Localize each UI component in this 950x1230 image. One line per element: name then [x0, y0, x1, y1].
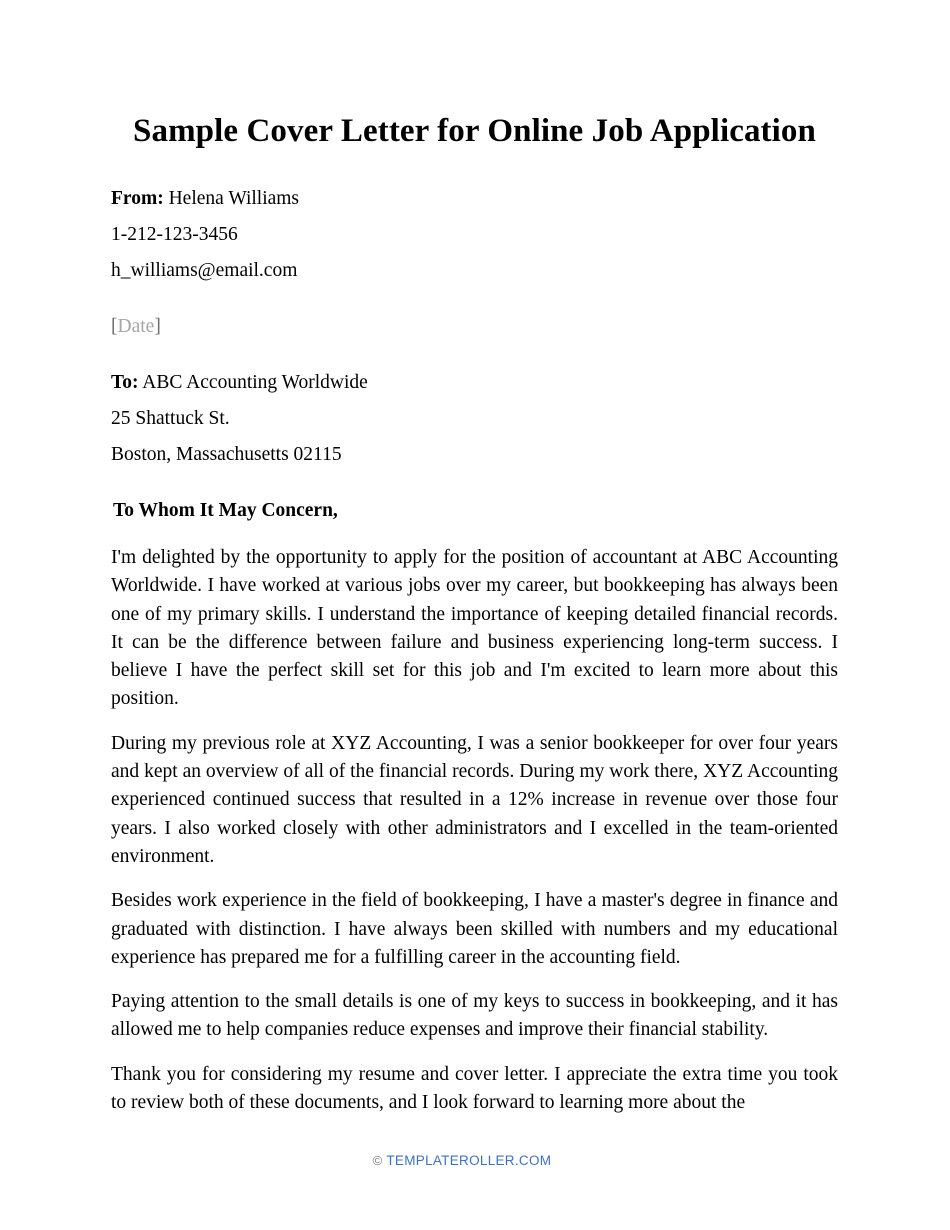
sender-phone: 1-212-123-3456 [111, 223, 238, 245]
page-title: Sample Cover Letter for Online Job Application [133, 113, 816, 149]
sender-block [111, 181, 838, 289]
body-paragraph-3: Besides work experience in the field of bookkeeping, I have a master's degree in finance and graduated with distinction. I have always been skilled with numbers and my educational experience has prepared me for a fulfilling career in the accounting field. [111, 890, 838, 968]
from-label: From: [111, 187, 164, 209]
recipient-city-state-zip: Boston, Massachusetts 02115 [111, 443, 342, 465]
salutation: To Whom It May Concern, [113, 499, 338, 521]
body-paragraph-5: Thank you for considering my resume and cover letter. I appreciate the extra time you took to review both of these documents, and I look forward to learning more about the [111, 1063, 838, 1113]
date-placeholder-field[interactable] [111, 309, 838, 345]
body-paragraph-1: I'm delighted by the opportunity to apply for the position of accountant at ABC Accounting Worldwide. I have worked at various jobs over my career, but bookkeeping has always been one of my primary skills. I understand the importance of keeping detailed financial records. It can be the difference between failure and business experiencing long-term success. I believe I have the perfect skill set for this job and I'm excited to learn more about this position. [111, 546, 838, 710]
to-label: To: [111, 371, 139, 393]
copyright-icon: © [372, 1153, 383, 1168]
document-content [111, 0, 838, 1117]
date-open-bracket: [ [111, 315, 118, 337]
date-close-bracket: ] [154, 315, 161, 337]
recipient-company-line [111, 365, 838, 401]
date-placeholder-word: Date [117, 315, 155, 337]
sender-email: h_williams@email.com [111, 259, 298, 281]
sender-name-line [111, 181, 838, 217]
recipient-street: 25 Shattuck St. [111, 407, 230, 429]
recipient-company: ABC Accounting Worldwide [142, 371, 368, 393]
body-paragraph-2: During my previous role at XYZ Accounting, I was a senior bookkeeper for over four years and kept an overview of all of the financial records. During my work there, XYZ Accounting experienced continued success that resulted in a 12% increase in revenue over those four years. I also worked closely with other administrators and I excelled in the team-oriented environment. [111, 732, 838, 867]
sender-name: Helena Williams [168, 187, 300, 209]
footer-site-name: TEMPLATEROLLER.COM [386, 1153, 552, 1168]
body-paragraph-4: Paying attention to the small details is one of my keys to success in bookkeeping, and it has allowed me to help companies reduce expenses and improve their financial stability. [111, 991, 838, 1041]
recipient-block [111, 365, 838, 473]
templateroller-watermark[interactable] [373, 1153, 552, 1168]
page-footer [0, 1152, 950, 1170]
